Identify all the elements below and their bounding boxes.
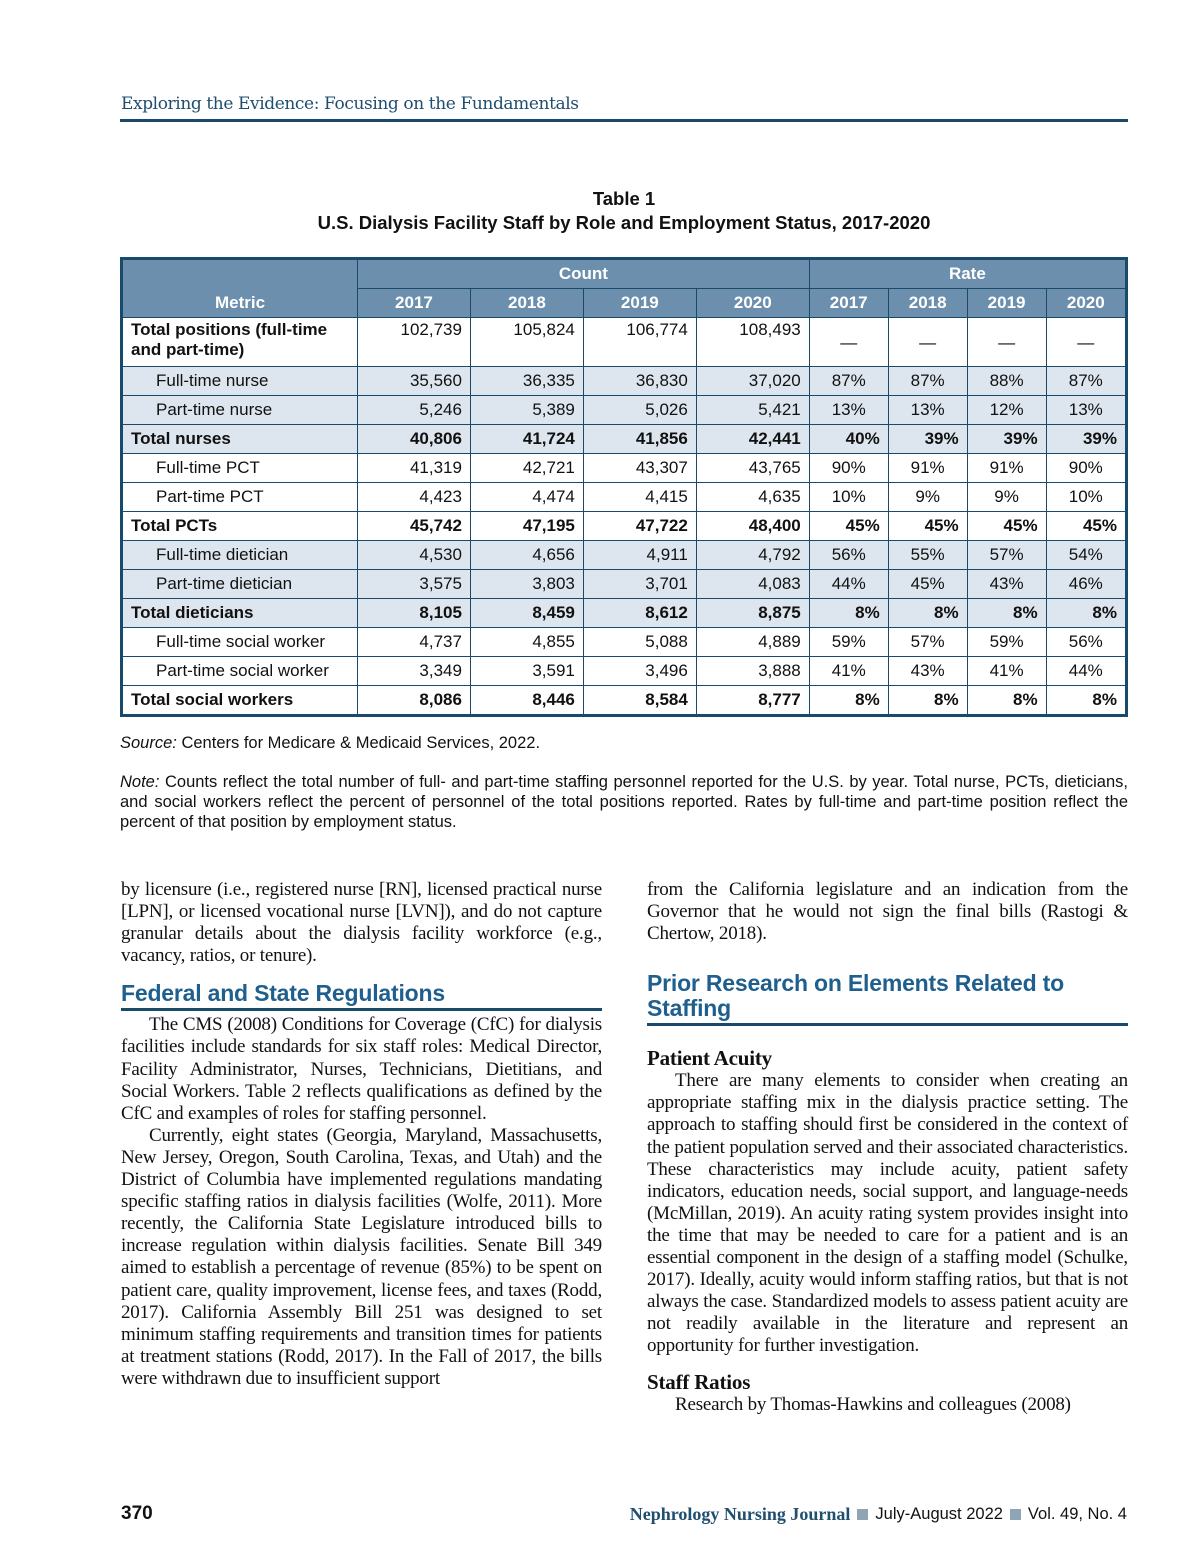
count-cell: 3,496 xyxy=(583,657,696,686)
count-cell: 8,875 xyxy=(696,599,809,628)
rate-cell: 9% xyxy=(967,483,1046,512)
rate-cell: 59% xyxy=(809,628,888,657)
row-label: Full-time social worker xyxy=(122,628,358,657)
rate-year-header: 2017 xyxy=(809,289,888,318)
table-row xyxy=(122,318,1127,367)
rate-cell: — xyxy=(967,318,1046,367)
rate-year-header: 2018 xyxy=(888,289,967,318)
count-cell: 40,806 xyxy=(358,425,471,454)
rate-cell: — xyxy=(809,318,888,367)
count-cell: 108,493 xyxy=(696,318,809,367)
rate-cell: 57% xyxy=(967,541,1046,570)
rate-cell: 13% xyxy=(888,396,967,425)
count-cell: 42,441 xyxy=(696,425,809,454)
rate-cell: 39% xyxy=(888,425,967,454)
count-cell: 4,911 xyxy=(583,541,696,570)
rate-cell: 90% xyxy=(1046,454,1126,483)
rate-cell: 43% xyxy=(967,570,1046,599)
volume: Vol. 49, No. 4 xyxy=(1027,1505,1127,1523)
section-heading-prior-research: Prior Research on Elements Related to Staffing xyxy=(647,971,1128,1026)
count-cell: 35,560 xyxy=(358,367,471,396)
rate-year-header: 2019 xyxy=(967,289,1046,318)
count-cell: 8,086 xyxy=(358,686,471,716)
table-title: U.S. Dialysis Facility Staff by Role and Employment Status, 2017-2020 xyxy=(317,212,931,233)
count-cell: 5,026 xyxy=(583,396,696,425)
count-cell: 4,889 xyxy=(696,628,809,657)
table-row xyxy=(122,686,1127,716)
note-text: Counts reflect the total number of full- and part-time staffing personnel reported for the U.S. by year. Total nurse, PCTs, dieticians, and social workers reflect the percent of personnel of the total positions reported. Rates by full-time and part-time position reflect the percent of that position by employment status. xyxy=(120,773,1128,831)
rate-year-header: 2020 xyxy=(1046,289,1126,318)
row-label: Part-time dietician xyxy=(122,570,358,599)
subheading-staff-ratios: Staff Ratios xyxy=(647,1369,751,1394)
table-row xyxy=(122,483,1127,512)
count-cell: 8,105 xyxy=(358,599,471,628)
row-label: Part-time social worker xyxy=(122,657,358,686)
rate-group-header: Rate xyxy=(809,259,1126,289)
header-rule xyxy=(120,119,1128,122)
row-label: Full-time PCT xyxy=(122,454,358,483)
count-cell: 4,415 xyxy=(583,483,696,512)
count-cell: 3,888 xyxy=(696,657,809,686)
rate-cell: 45% xyxy=(888,570,967,599)
count-cell: 4,855 xyxy=(470,628,583,657)
rate-cell: 8% xyxy=(1046,686,1126,716)
rate-cell: 8% xyxy=(967,599,1046,628)
row-label: Full-time nurse xyxy=(122,367,358,396)
row-label: Full-time dietician xyxy=(122,541,358,570)
rate-cell: 59% xyxy=(967,628,1046,657)
paragraph: Research by Thomas-Hawkins and colleagues (2008) xyxy=(675,1393,1071,1415)
journal-name: Nephrology Nursing Journal xyxy=(629,1504,851,1524)
count-year-header: 2019 xyxy=(583,289,696,318)
rate-cell: — xyxy=(1046,318,1126,367)
count-cell: 41,856 xyxy=(583,425,696,454)
count-cell: 4,530 xyxy=(358,541,471,570)
count-cell: 4,474 xyxy=(470,483,583,512)
rate-cell: 87% xyxy=(809,367,888,396)
count-cell: 4,656 xyxy=(470,541,583,570)
rate-cell: 90% xyxy=(809,454,888,483)
count-cell: 8,584 xyxy=(583,686,696,716)
row-label: Total PCTs xyxy=(122,512,358,541)
rate-cell: 12% xyxy=(967,396,1046,425)
paragraph: from the California legislature and an indication from the Governor that he would not sign the final bills (Rastogi & Chertow, 2018). xyxy=(647,879,1128,945)
count-cell: 4,083 xyxy=(696,570,809,599)
rate-cell: 87% xyxy=(1046,367,1126,396)
footer xyxy=(630,1504,1127,1525)
count-cell: 3,591 xyxy=(470,657,583,686)
rate-cell: 39% xyxy=(967,425,1046,454)
count-cell: 48,400 xyxy=(696,512,809,541)
count-year-header: 2017 xyxy=(358,289,471,318)
paragraph: The CMS (2008) Conditions for Coverage (CfC) for dialysis facilities include standards for six staff roles: Medical Director, Facility Administrator, Nurses, Technicians, Dietitians, and Social Workers. Table 2 reflects qualifications as defined by the CfC and examples of roles for staffing personnel. xyxy=(121,1014,602,1124)
rate-cell: 44% xyxy=(809,570,888,599)
count-cell: 37,020 xyxy=(696,367,809,396)
count-cell: 3,701 xyxy=(583,570,696,599)
table-row xyxy=(122,367,1127,396)
rate-cell: 56% xyxy=(1046,628,1126,657)
left-column xyxy=(121,879,602,1390)
rate-cell: 8% xyxy=(888,686,967,716)
rate-cell: — xyxy=(888,318,967,367)
count-cell: 41,724 xyxy=(470,425,583,454)
issue-date: July-August 2022 xyxy=(875,1505,1003,1523)
rate-cell: 87% xyxy=(888,367,967,396)
count-cell: 4,737 xyxy=(358,628,471,657)
staff-table xyxy=(120,257,1128,717)
table-row xyxy=(122,541,1127,570)
row-label: Part-time nurse xyxy=(122,396,358,425)
source-text: Centers for Medicare & Medicaid Services, 2022. xyxy=(181,734,541,752)
row-label: Total social workers xyxy=(122,686,358,716)
square-separator-icon xyxy=(857,1509,868,1520)
rate-cell: 40% xyxy=(809,425,888,454)
rate-cell: 41% xyxy=(809,657,888,686)
rate-cell: 57% xyxy=(888,628,967,657)
rate-cell: 91% xyxy=(967,454,1046,483)
rate-cell: 8% xyxy=(809,599,888,628)
count-cell: 5,421 xyxy=(696,396,809,425)
row-label: Total positions (full-time and part-time) xyxy=(122,318,358,367)
table-row xyxy=(122,512,1127,541)
count-cell: 5,246 xyxy=(358,396,471,425)
count-cell: 8,612 xyxy=(583,599,696,628)
table-row xyxy=(122,599,1127,628)
count-cell: 8,777 xyxy=(696,686,809,716)
table-row xyxy=(122,628,1127,657)
rate-cell: 10% xyxy=(1046,483,1126,512)
rate-cell: 8% xyxy=(1046,599,1126,628)
rate-cell: 88% xyxy=(967,367,1046,396)
count-cell: 42,721 xyxy=(470,454,583,483)
count-group-header: Count xyxy=(358,259,810,289)
rate-cell: 45% xyxy=(1046,512,1126,541)
rate-cell: 45% xyxy=(809,512,888,541)
count-cell: 102,739 xyxy=(358,318,471,367)
row-label: Total dieticians xyxy=(122,599,358,628)
rate-cell: 8% xyxy=(809,686,888,716)
rate-cell: 8% xyxy=(967,686,1046,716)
count-cell: 4,792 xyxy=(696,541,809,570)
table-label: Table 1 xyxy=(592,188,656,209)
table-row xyxy=(122,657,1127,686)
page-number: 370 xyxy=(121,1503,153,1524)
rate-cell: 56% xyxy=(809,541,888,570)
count-cell: 43,765 xyxy=(696,454,809,483)
section-heading-regulations: Federal and State Regulations xyxy=(121,981,602,1011)
count-year-header: 2020 xyxy=(696,289,809,318)
count-cell: 4,635 xyxy=(696,483,809,512)
subheading-patient-acuity: Patient Acuity xyxy=(647,1046,772,1071)
right-column xyxy=(647,879,1128,1416)
count-cell: 41,319 xyxy=(358,454,471,483)
running-head: Exploring the Evidence: Focusing on the Fundamentals xyxy=(121,94,579,114)
count-cell: 5,088 xyxy=(583,628,696,657)
count-cell: 3,349 xyxy=(358,657,471,686)
rate-cell: 91% xyxy=(888,454,967,483)
count-cell: 47,195 xyxy=(470,512,583,541)
count-cell: 105,824 xyxy=(470,318,583,367)
count-cell: 36,830 xyxy=(583,367,696,396)
count-cell: 43,307 xyxy=(583,454,696,483)
rate-cell: 45% xyxy=(967,512,1046,541)
count-year-header: 2018 xyxy=(470,289,583,318)
count-cell: 106,774 xyxy=(583,318,696,367)
paragraph: There are many elements to consider when creating an appropriate staffing mix in the dialysis practice setting. The approach to staffing should first be considered in the context of the patient population served and their associated characteristics. These characteristics may include acuity, patient safety indicators, education needs, social support, and language-needs (McMillan, 2019). An acuity rating system provides insight into the time that may be needed to care for a patient and is an essential component in the design of a staffing model (Schulke, 2017). Ideally, acuity would inform staffing ratios, but that is not always the case. Standardized models to assess patient acuity are not readily available in the literature and represent an opportunity for further investigation. xyxy=(647,1070,1128,1357)
count-cell: 8,446 xyxy=(470,686,583,716)
rate-cell: 8% xyxy=(888,599,967,628)
metric-header: Metric xyxy=(122,259,358,318)
count-cell: 8,459 xyxy=(470,599,583,628)
source-label: Source: xyxy=(120,734,177,752)
count-cell: 4,423 xyxy=(358,483,471,512)
rate-cell: 9% xyxy=(888,483,967,512)
table-row xyxy=(122,425,1127,454)
count-cell: 3,575 xyxy=(358,570,471,599)
table-row xyxy=(122,454,1127,483)
rate-cell: 46% xyxy=(1046,570,1126,599)
count-cell: 36,335 xyxy=(470,367,583,396)
rate-cell: 44% xyxy=(1046,657,1126,686)
row-label: Part-time PCT xyxy=(122,483,358,512)
table-row xyxy=(122,570,1127,599)
square-separator-icon xyxy=(1010,1509,1021,1520)
rate-cell: 39% xyxy=(1046,425,1126,454)
rate-cell: 54% xyxy=(1046,541,1126,570)
rate-cell: 43% xyxy=(888,657,967,686)
rate-cell: 13% xyxy=(809,396,888,425)
count-cell: 45,742 xyxy=(358,512,471,541)
paragraph: by licensure (i.e., registered nurse [RN], licensed practical nurse [LPN], or licensed vocational nurse [LVN]), and do not capture granular details about the dialysis facility workforce (e.g., vacancy, ratios, or tenure). xyxy=(121,879,602,967)
table-note xyxy=(120,772,1128,832)
paragraph: Currently, eight states (Georgia, Maryland, Massachusetts, New Jersey, Oregon, South Carolina, Texas, and Utah) and the District of Columbia have implemented regulations mandating specific staffing ratios in dialysis facilities (Wolfe, 2011). More recently, the California State Legislature introduced bills to increase regulation within dialysis facilities. Senate Bill 349 aimed to establish a percentage of revenue (85%) to be spent on patient care, quality improvement, license fees, and taxes (Rodd, 2017). California Assembly Bill 251 was designed to set minimum staffing requirements and transition times for patients at treatment stations (Rodd, 2017). In the Fall of 2017, the bills were withdrawn due to insufficient support xyxy=(121,1124,602,1389)
rate-cell: 10% xyxy=(809,483,888,512)
count-cell: 47,722 xyxy=(583,512,696,541)
rate-cell: 55% xyxy=(888,541,967,570)
table-row xyxy=(122,396,1127,425)
rate-cell: 41% xyxy=(967,657,1046,686)
rate-cell: 13% xyxy=(1046,396,1126,425)
count-cell: 5,389 xyxy=(470,396,583,425)
row-label: Total nurses xyxy=(122,425,358,454)
count-cell: 3,803 xyxy=(470,570,583,599)
table-source xyxy=(120,733,1128,753)
rate-cell: 45% xyxy=(888,512,967,541)
note-label: Note: xyxy=(120,773,160,791)
